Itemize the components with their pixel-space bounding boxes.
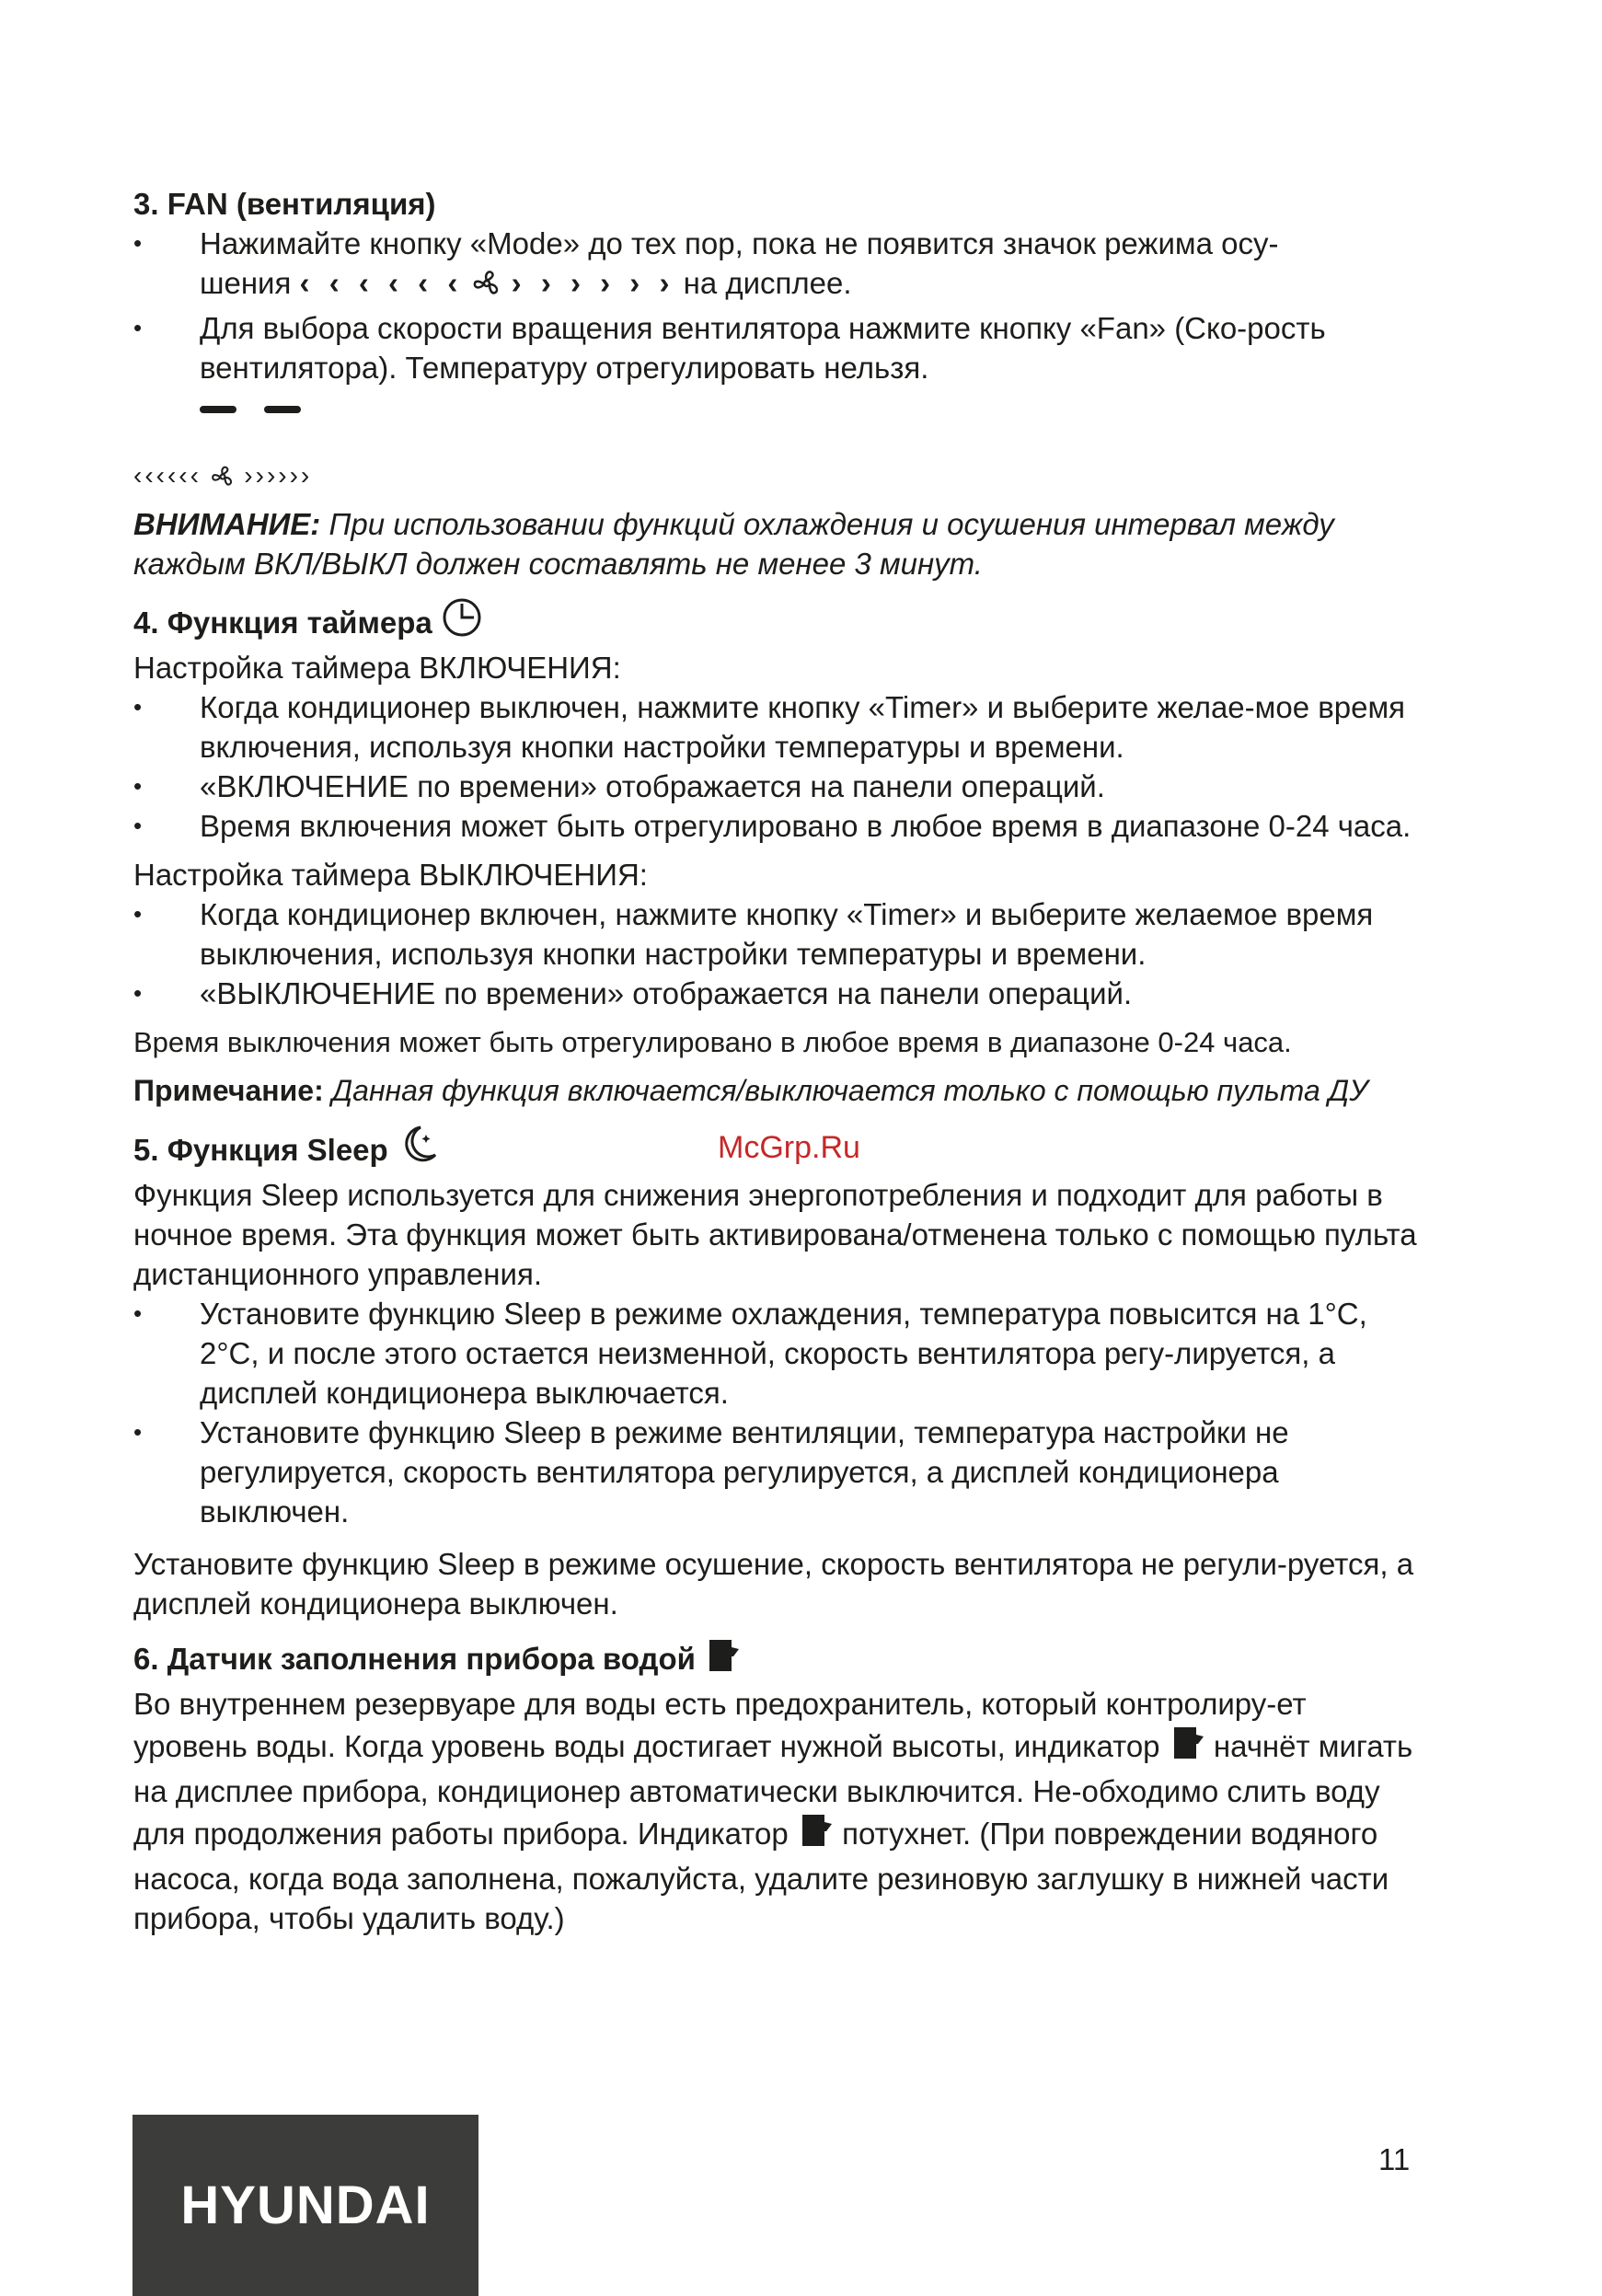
water-heading-text: 6. Датчик заполнения прибора водой: [133, 1642, 696, 1676]
timer-on-title: Настройка таймера ВКЛЮЧЕНИЯ:: [133, 651, 621, 685]
water-heading: [133, 1636, 1422, 1684]
timer-on-list: [133, 687, 1422, 846]
water-p4: (При повреждении водяного насоса, когда вода заполнена, пожалуйста, удалите резиновую заглушку в нижней части прибора, чтобы удалить воду.): [133, 1817, 1389, 1935]
fan-bullet-1-post: на дисплее.: [683, 266, 852, 300]
chevrons-right: › › › › › ›: [511, 266, 675, 300]
list-item: • Установите функцию Sleep в режиме вентиляции, температура настройки не регулируется, скорость вентилятора регулируется, а дисплей кондиционера выключен.: [133, 1413, 1422, 1531]
list-item: [133, 224, 1422, 308]
chevrons-left: ‹ ‹ ‹ ‹ ‹ ‹: [299, 266, 464, 300]
water-p3: потухнет.: [842, 1817, 972, 1851]
timer-off-range: Время выключения может быть отрегулировано в любое время в диапазоне 0-24 часа.: [133, 1026, 1292, 1058]
clock-icon: [441, 596, 483, 648]
sleep-outro: Установите функцию Sleep в режиме осушение, скорость вентилятора не регули-руется, а дисплей кондиционера выключен.: [133, 1547, 1414, 1621]
list-item: • Время включения может быть отрегулировано в любое время в диапазоне 0-24 часа.: [133, 806, 1422, 846]
water-text: [133, 1684, 1422, 1938]
sleep-heading-text: 5. Функция Sleep: [133, 1133, 388, 1167]
dash-icon: [200, 406, 236, 413]
chevron-fan-row: [133, 454, 1422, 499]
water-tank-icon: [1169, 1724, 1205, 1771]
note-text: Данная функция включается/выключается только с помощью пульта ДУ: [331, 1074, 1368, 1107]
sleep-list: [133, 1294, 1422, 1531]
attention-label: ВНИМАНИЕ:: [133, 507, 321, 541]
timer-off-list: [133, 894, 1422, 1013]
list-item: • Когда кондиционер выключен, нажмите кнопку «Timer» и выберите желае-мое время включения, используя кнопки настройки температуры и времени.: [133, 687, 1422, 767]
fan-bullet-2: Для выбора скорости вращения вентилятора нажмите кнопку «Fan» (Ско-рость вентилятора). Температуру отрегулировать нельзя.: [200, 311, 1326, 385]
moon-icon: [397, 1124, 439, 1175]
timer-heading-text: 4. Функция таймера: [133, 606, 432, 640]
attention-text: При использовании функций охлаждения и осушения интервал между каждым ВКЛ/ВЫКЛ должен составлять не менее 3 минут.: [133, 507, 1334, 581]
speed-dashes: [133, 387, 1422, 430]
chevrons-small-left: ‹‹‹‹‹‹: [133, 461, 202, 490]
fan-bullet-1-line1: Нажимайте кнопку «Mode» до тех пор, пока не появится значок режима осу-: [200, 226, 1279, 260]
list-item: • Когда кондиционер включен, нажмите кнопку «Timer» и выберите желаемое время выключения, используя кнопки настройки температуры и времени.: [133, 894, 1422, 974]
attention-note: [133, 504, 1422, 583]
fan-icon: [471, 268, 502, 308]
note-label: Примечание:: [133, 1074, 324, 1107]
list-item: • «ВКЛЮЧЕНИЕ по времени» отображается на панели операций.: [133, 767, 1422, 806]
water-tank-icon: [704, 1636, 741, 1684]
page-content: [133, 184, 1422, 1938]
sleep-intro: Функция Sleep используется для снижения энергопотребления и подходит для работы в ночное время. Эта функция может быть активирована/отменена только с помощью пульта дистанционного управления.: [133, 1178, 1417, 1291]
dash-icon: [264, 406, 301, 413]
list-item: [133, 308, 1422, 387]
fan-list: [133, 224, 1422, 387]
fan-heading: 3. FAN (вентиляция): [133, 187, 436, 221]
timer-note: [133, 1071, 1422, 1111]
fan-bullet-1-pre: шения: [200, 266, 292, 300]
fan-icon: [210, 459, 236, 499]
water-tank-icon: [797, 1811, 834, 1859]
watermark: McGrp.Ru: [718, 1130, 860, 1165]
page-number: 11: [1378, 2142, 1411, 2176]
brand-logo-text: HYUNDAI: [180, 2175, 431, 2235]
timer-off-title: Настройка таймера ВЫКЛЮЧЕНИЯ:: [133, 858, 648, 892]
water-p1: Во внутреннем резервуаре для воды есть предохранитель, который контролиру-ет уровень воды. Когда уровень воды достигает нужной высоты, индикатор: [133, 1687, 1307, 1763]
timer-heading: [133, 596, 1422, 648]
list-item: • Установите функцию Sleep в режиме охлаждения, температура повысится на 1°C, 2°C, и после этого остается неизменной, скорость вентилятора регу-лируется, а дисплей кондиционера выключается.: [133, 1294, 1422, 1413]
list-item: • «ВЫКЛЮЧЕНИЕ по времени» отображается на панели операций.: [133, 974, 1422, 1013]
chevrons-small-right: ››››››: [244, 461, 313, 490]
brand-logo: [133, 2115, 478, 2296]
water-p2: начнёт мигать на дисплее прибора, кондиционер автоматически выключится. Не-обходимо слить воду для продолжения работы прибора. Индикатор: [133, 1729, 1413, 1851]
